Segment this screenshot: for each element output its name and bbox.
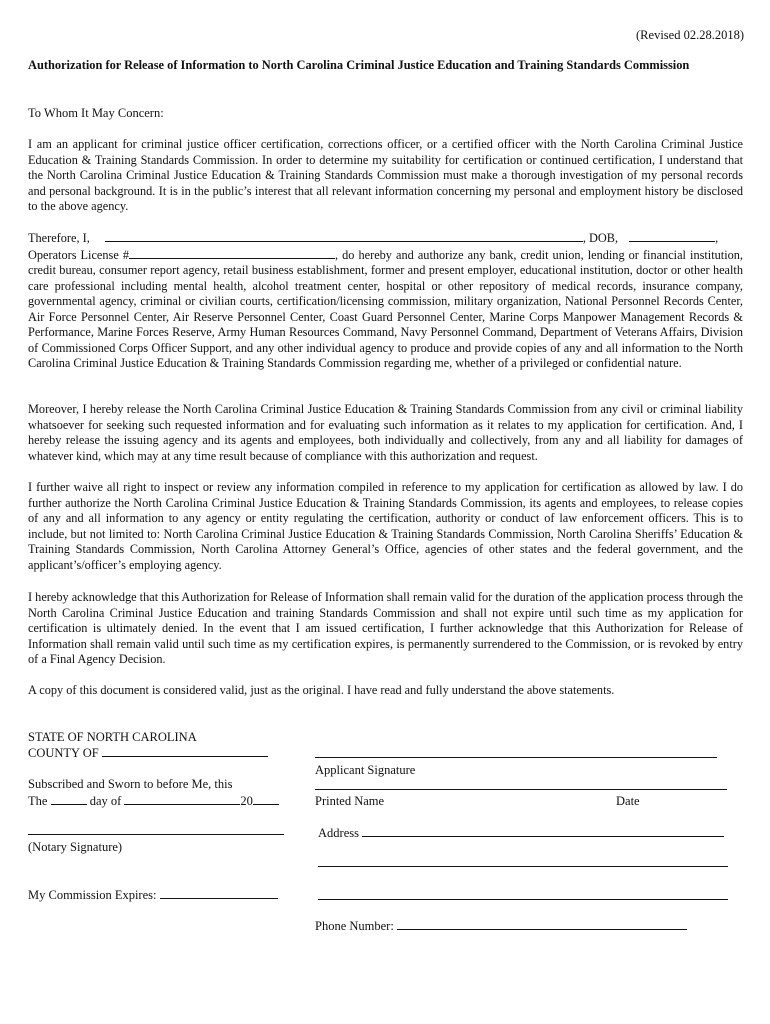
notary-signature-line[interactable] bbox=[28, 834, 284, 835]
applicant-signature-label: Applicant Signature bbox=[315, 763, 416, 777]
printed-name-line[interactable] bbox=[315, 789, 727, 790]
commission-expires-row bbox=[28, 887, 278, 903]
form-title: Authorization for Release of Information to North Carolina Criminal Justice Education and Training Standards Commission bbox=[28, 58, 690, 72]
sworn-month-field[interactable] bbox=[124, 793, 240, 805]
applicant-signature-line[interactable] bbox=[315, 757, 717, 758]
address-field-line3[interactable] bbox=[318, 899, 728, 900]
phone-row bbox=[315, 918, 687, 934]
address-label: Address bbox=[318, 826, 359, 840]
day-of-label: day of bbox=[89, 794, 122, 808]
paragraph-release-liability: Moreover, I hereby release the North Carolina Criminal Justice Education & Training Standards Commission from any civil or criminal liability whatsoever for seeking such requested information and for evaluating such information as it relates to my application for certification. And, I hereby release the issuing agency and its agents and employees, both individually and collectively, from any and all liability for damages of whatever kind, which may at any time result because of compliance with this authorization and request. bbox=[28, 402, 743, 463]
paragraph-applicant-intro: I am an applicant for criminal justice officer certification, corrections officer, or a certified officer with the North Carolina Criminal Justice Education & Training Standards Commission. In order to determine my suitability for certification or continued certification, I understand that the North Carolina Criminal Justice Education & Training Standards Commission must make a thorough investigation of my personal records and personal background. It is in the public’s interest that all relevant information concerning my personal and employment history be disclosed to the above agency. bbox=[28, 137, 743, 213]
address-field-line2[interactable] bbox=[318, 866, 728, 867]
phone-label: Phone Number: bbox=[315, 919, 394, 933]
sworn-year-field[interactable] bbox=[253, 793, 279, 805]
county-field[interactable] bbox=[102, 745, 268, 757]
sworn-date-row bbox=[28, 793, 279, 809]
county-row bbox=[28, 745, 268, 761]
printed-name-label: Printed Name bbox=[315, 794, 385, 808]
revision-date: (Revised 02.28.2018) bbox=[636, 28, 744, 42]
state-label: STATE OF NORTH CAROLINA bbox=[28, 730, 197, 744]
license-label: Operators License # bbox=[28, 247, 129, 262]
paragraph-authorization: Therefore, I, , DOB, , Operators License # , do hereby and authorize any bank, credit union, lending or financial institution, credit bureau, consumer report agency, retail business establishment, former and present employer, educational institution, doctor or other health care professional including mental health, alcohol treatment center, hospital or other repository of medical records, insurance company, governmental agency, criminal or civilian courts, certification/licensing commission, military organization, National Personnel Records Center, Air Force Personnel Center, Air Reserve Personnel Center, Coast Guard Personnel Center, Marine Corps Manpower Management Records & Performance, Marine Forces Reserve, Army Human Resources Command, Navy Personnel Command, Department of Veterans Affairs, Division of Commissioned Corps Officer Support, and any other individual agency to produce and provide copies of any and all information to the North Carolina Criminal Justice Education & Training Standards Commission regarding me, whether of a privileged or confidential nature. bbox=[28, 231, 743, 370]
authorization-text: , do hereby and authorize any bank, credit union, lending or financial institution, credit bureau, consumer report agency, retail business establishment, former and present employer, educational institution, doctor or other health care professional including mental health, alcohol treatment center, hospital or other repository of medical records, insurance company, governmental agency, criminal or civilian courts, certification/licensing commission, military organization, National Personnel Records Center, Air Force Personnel Center, Air Reserve Personnel Center, Coast Guard Personnel Center, Marine Corps Manpower Management Records & Performance, Marine Forces Reserve, Army Human Resources Command, Navy Personnel Command, Department of Veterans Affairs, Division of Commissioned Corps Officer Support, and any other individual agency to produce and provide copies of any and all information to the North Carolina Criminal Justice Education & Training Standards Commission regarding me, whether of a privileged or confidential nature. bbox=[28, 247, 743, 370]
salutation: To Whom It May Concern: bbox=[28, 106, 164, 120]
commission-expires-label: My Commission Expires: bbox=[28, 888, 157, 902]
dob-label: , DOB, bbox=[582, 231, 619, 245]
address-row bbox=[318, 825, 724, 841]
dob-field[interactable] bbox=[629, 230, 715, 242]
address-field-line1[interactable] bbox=[362, 825, 724, 837]
paragraph-validity: I hereby acknowledge that this Authorization for Release of Information shall remain valid for the duration of the application process through the North Carolina Criminal Justice Education and training Standards Commission and shall not expire until such time as my application for certification is ultimately denied. In the event that I am issued certification, I further acknowledge that this Authorization for Release of Information shall remain valid until such time as my certification expires, is permanently surrendered to the Commission, or is revoked by entry of a Final Agency Decision. bbox=[28, 590, 743, 666]
paragraph-waive-rights: I further waive all right to inspect or review any information compiled in reference to my application for certification as allowed by law. I do further authorize the North Carolina Criminal Justice Education & Training Standards Commission, its agents and employees, to release copies of any and all information to any agency or entity regulating the certification, authority or conduct of law enforcement officers. This is to include, but not limited to: North Carolina Criminal Justice Education & Training Standards Commission, North Carolina Sheriffs’ Education & Training Standards Commission, North Carolina Attorney General’s Office, agencies of other states and the federal government, and the applicant’s/officer’s employing agency. bbox=[28, 480, 743, 572]
phone-field[interactable] bbox=[397, 918, 687, 930]
subscribed-label: Subscribed and Sworn to before Me, this bbox=[28, 777, 233, 791]
year-prefix: 20 bbox=[240, 794, 253, 808]
therefore-label: Therefore, I, bbox=[28, 231, 90, 245]
paragraph-copy-valid: A copy of this document is considered valid, just as the original. I have read and fully understand the above statements. bbox=[28, 683, 615, 697]
county-label: COUNTY OF bbox=[28, 746, 99, 760]
license-number-field[interactable] bbox=[129, 247, 335, 259]
commission-expires-field[interactable] bbox=[160, 887, 278, 899]
sworn-day-field[interactable] bbox=[51, 793, 87, 805]
applicant-name-field[interactable] bbox=[105, 230, 583, 242]
the-label: The bbox=[28, 794, 48, 808]
date-label: Date bbox=[616, 794, 640, 808]
notary-signature-label: (Notary Signature) bbox=[28, 840, 123, 854]
